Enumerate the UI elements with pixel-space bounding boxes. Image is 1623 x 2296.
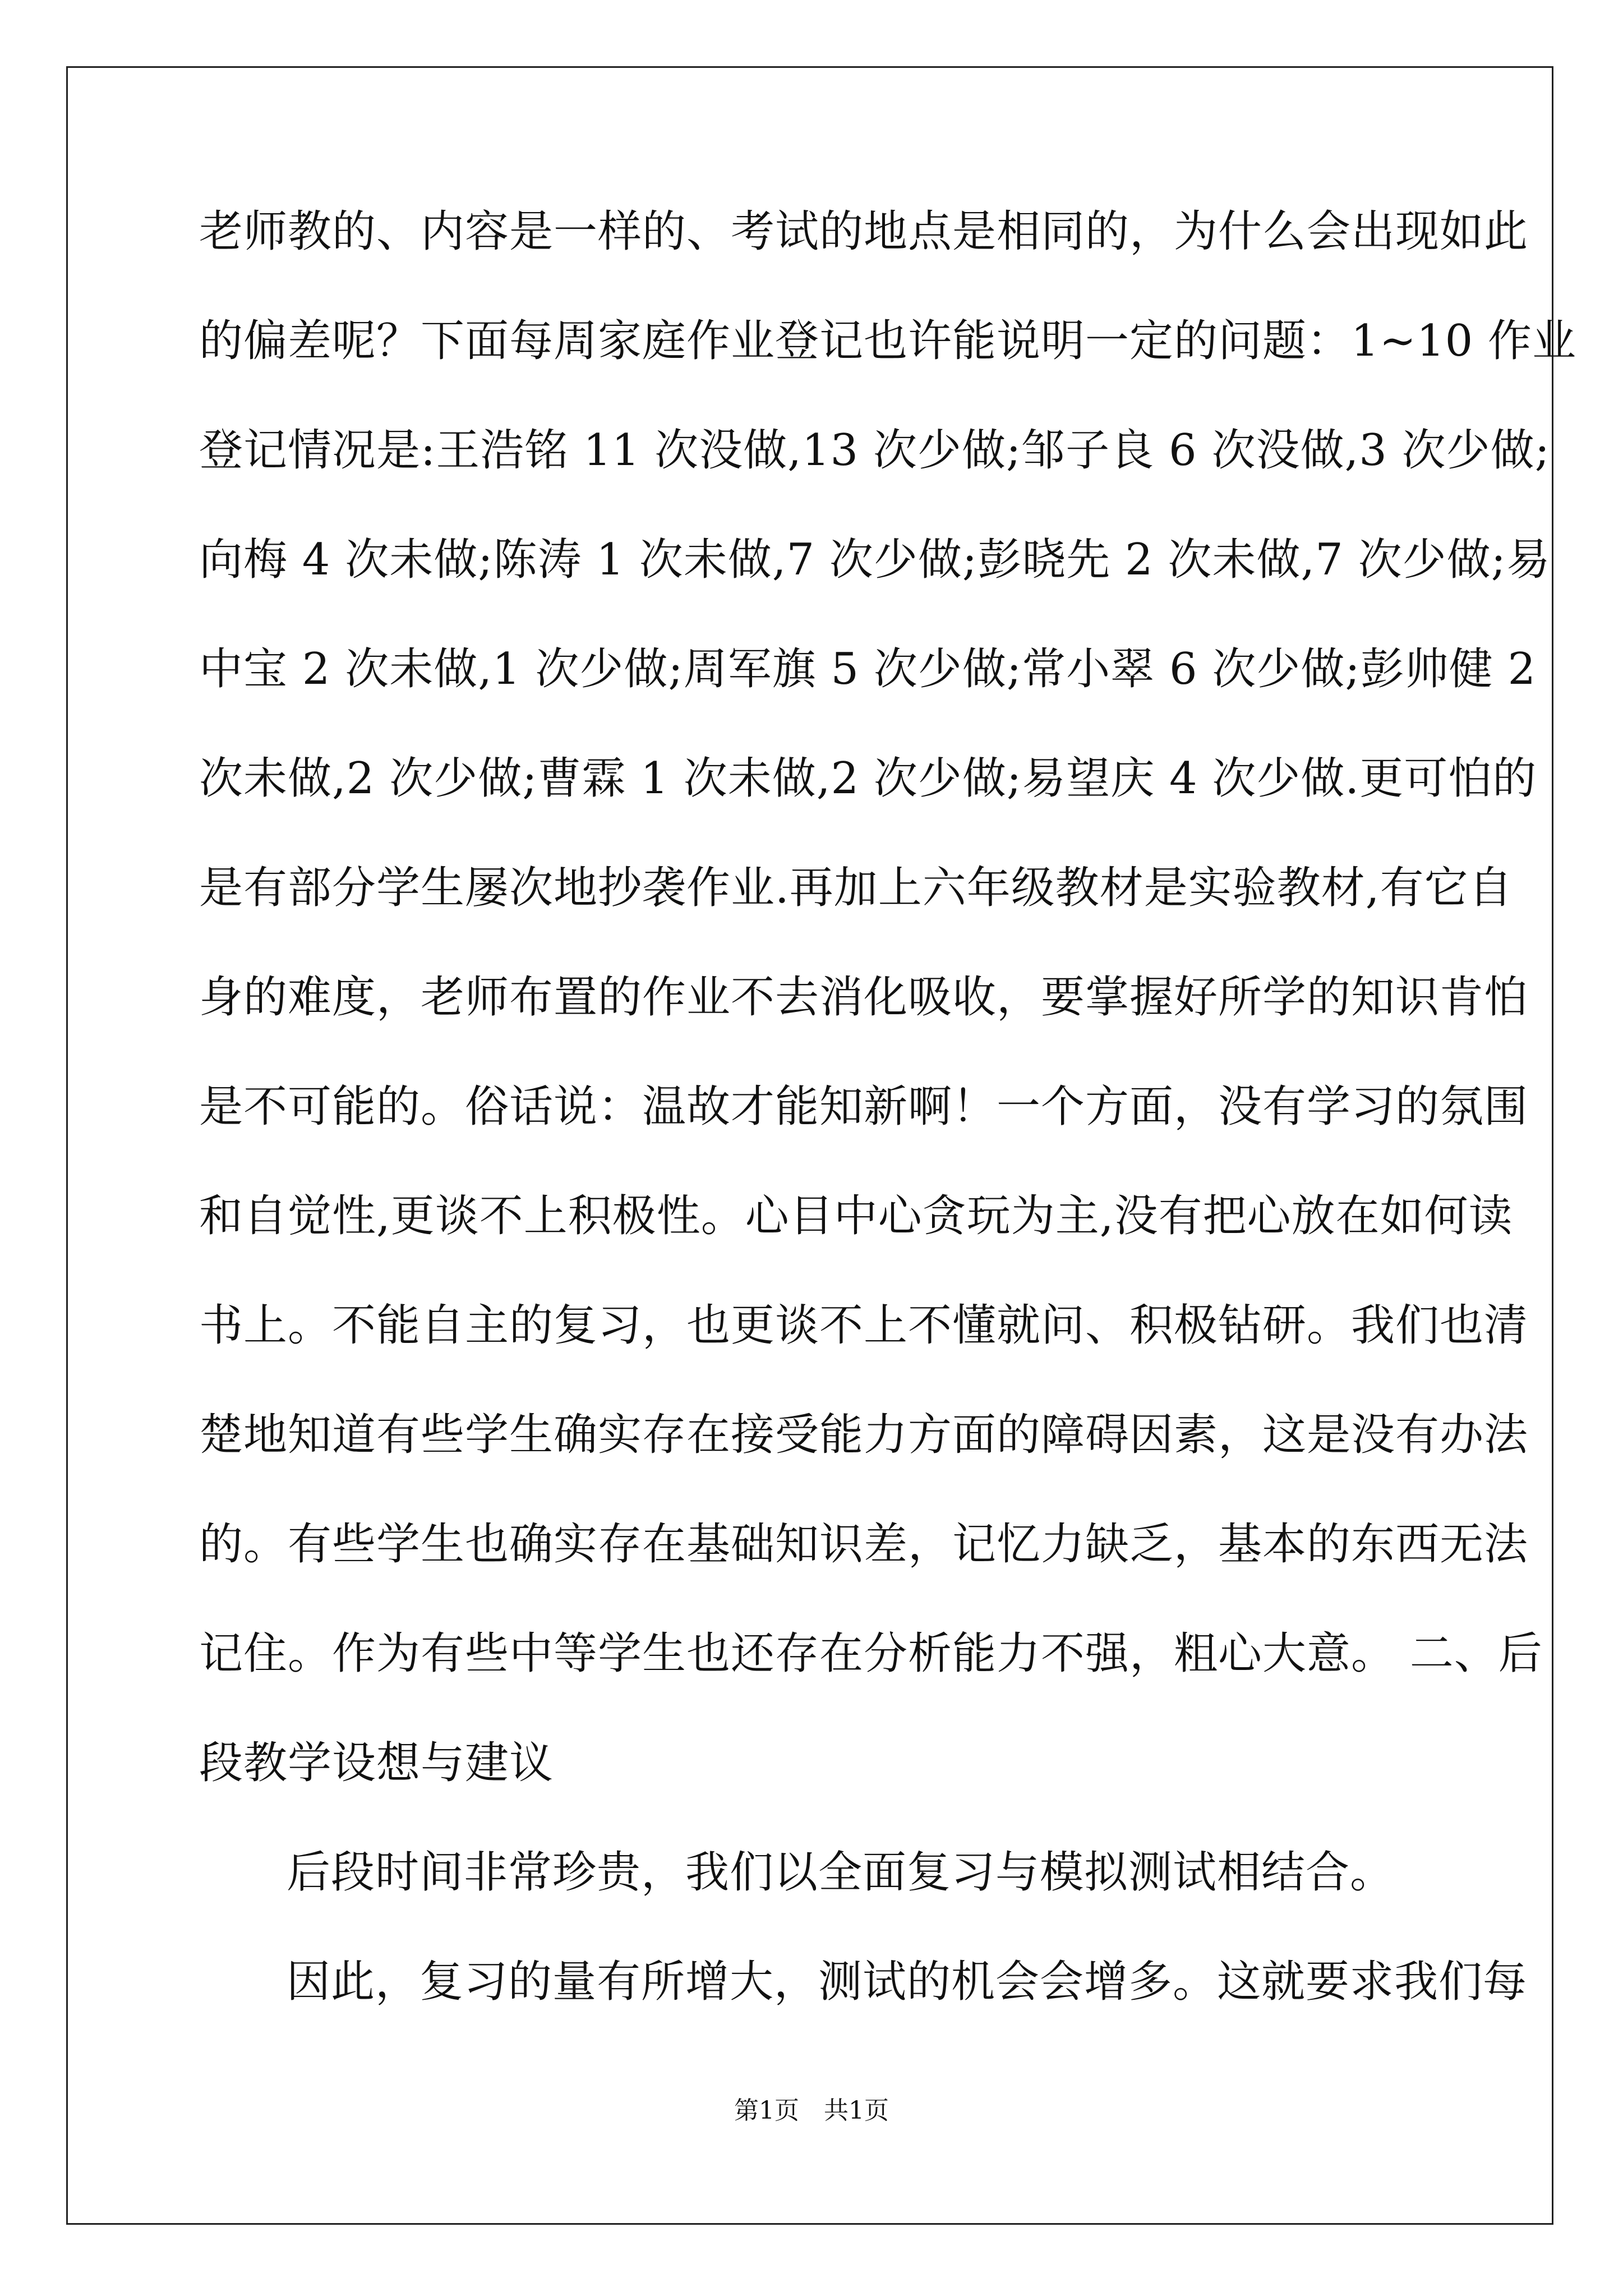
text-line: 登记情况是:王浩铭 11 次没做,13 次少做;邹子良 6 次没做,3 次少做;: [199, 425, 1550, 476]
text-line: 是有部分学生屡次地抄袭作业.再加上六年级教材是实验教材,有它自: [199, 863, 1513, 913]
paragraph-start-line: 因此，复习的量有所增大，测试的机会会增多。这就要求我们每: [287, 1957, 1528, 2007]
paragraph-start-line: 后段时间非常珍贵，我们以全面复习与模拟测试相结合。: [287, 1847, 1395, 1898]
text-line: 楚地知道有些学生确实存在接受能力方面的障碍因素，这是没有办法: [199, 1410, 1529, 1460]
text-line: 老师教的、内容是一样的、考试的地点是相同的，为什么会出现如此: [199, 206, 1529, 257]
text-line: 的。有些学生也确实存在基础知识差，记忆力缺乏，基本的东西无法: [199, 1519, 1529, 1570]
document-body: [199, 206, 1577, 2066]
text-line: 记住。作为有些中等学生也还存在分析能力不强，粗心大意。 二、后: [199, 1628, 1543, 1679]
page-number-footer: 第1页 共1页: [734, 2096, 889, 2125]
section-heading-line: 段教学设想与建议: [199, 1738, 554, 1788]
text-line: 向梅 4 次未做;陈涛 1 次未做,7 次少做;彭晓先 2 次未做,7 次少做;易: [199, 535, 1551, 585]
text-line: 和自觉性,更谈不上积极性。心目中心贪玩为主,没有把心放在如何读: [199, 1191, 1513, 1241]
text-line: 的偏差呢？下面每周家庭作业登记也许能说明一定的问题：1~10 作业: [199, 316, 1577, 366]
text-line: 身的难度，老师布置的作业不去消化吸收，要掌握好所学的知识肯怕: [199, 972, 1529, 1023]
text-line: 是不可能的。俗话说：温故才能知新啊！一个方面，没有学习的氛围: [199, 1082, 1529, 1132]
text-line: 书上。不能自主的复习，也更谈不上不懂就问、积极钻研。我们也清: [199, 1300, 1529, 1351]
text-line: 次未做,2 次少做;曹霖 1 次未做,2 次少做;易望庆 4 次少做.更可怕的: [199, 753, 1537, 804]
text-line: 中宝 2 次未做,1 次少做;周军旗 5 次少做;常小翠 6 次少做;彭帅健 2: [199, 644, 1537, 694]
